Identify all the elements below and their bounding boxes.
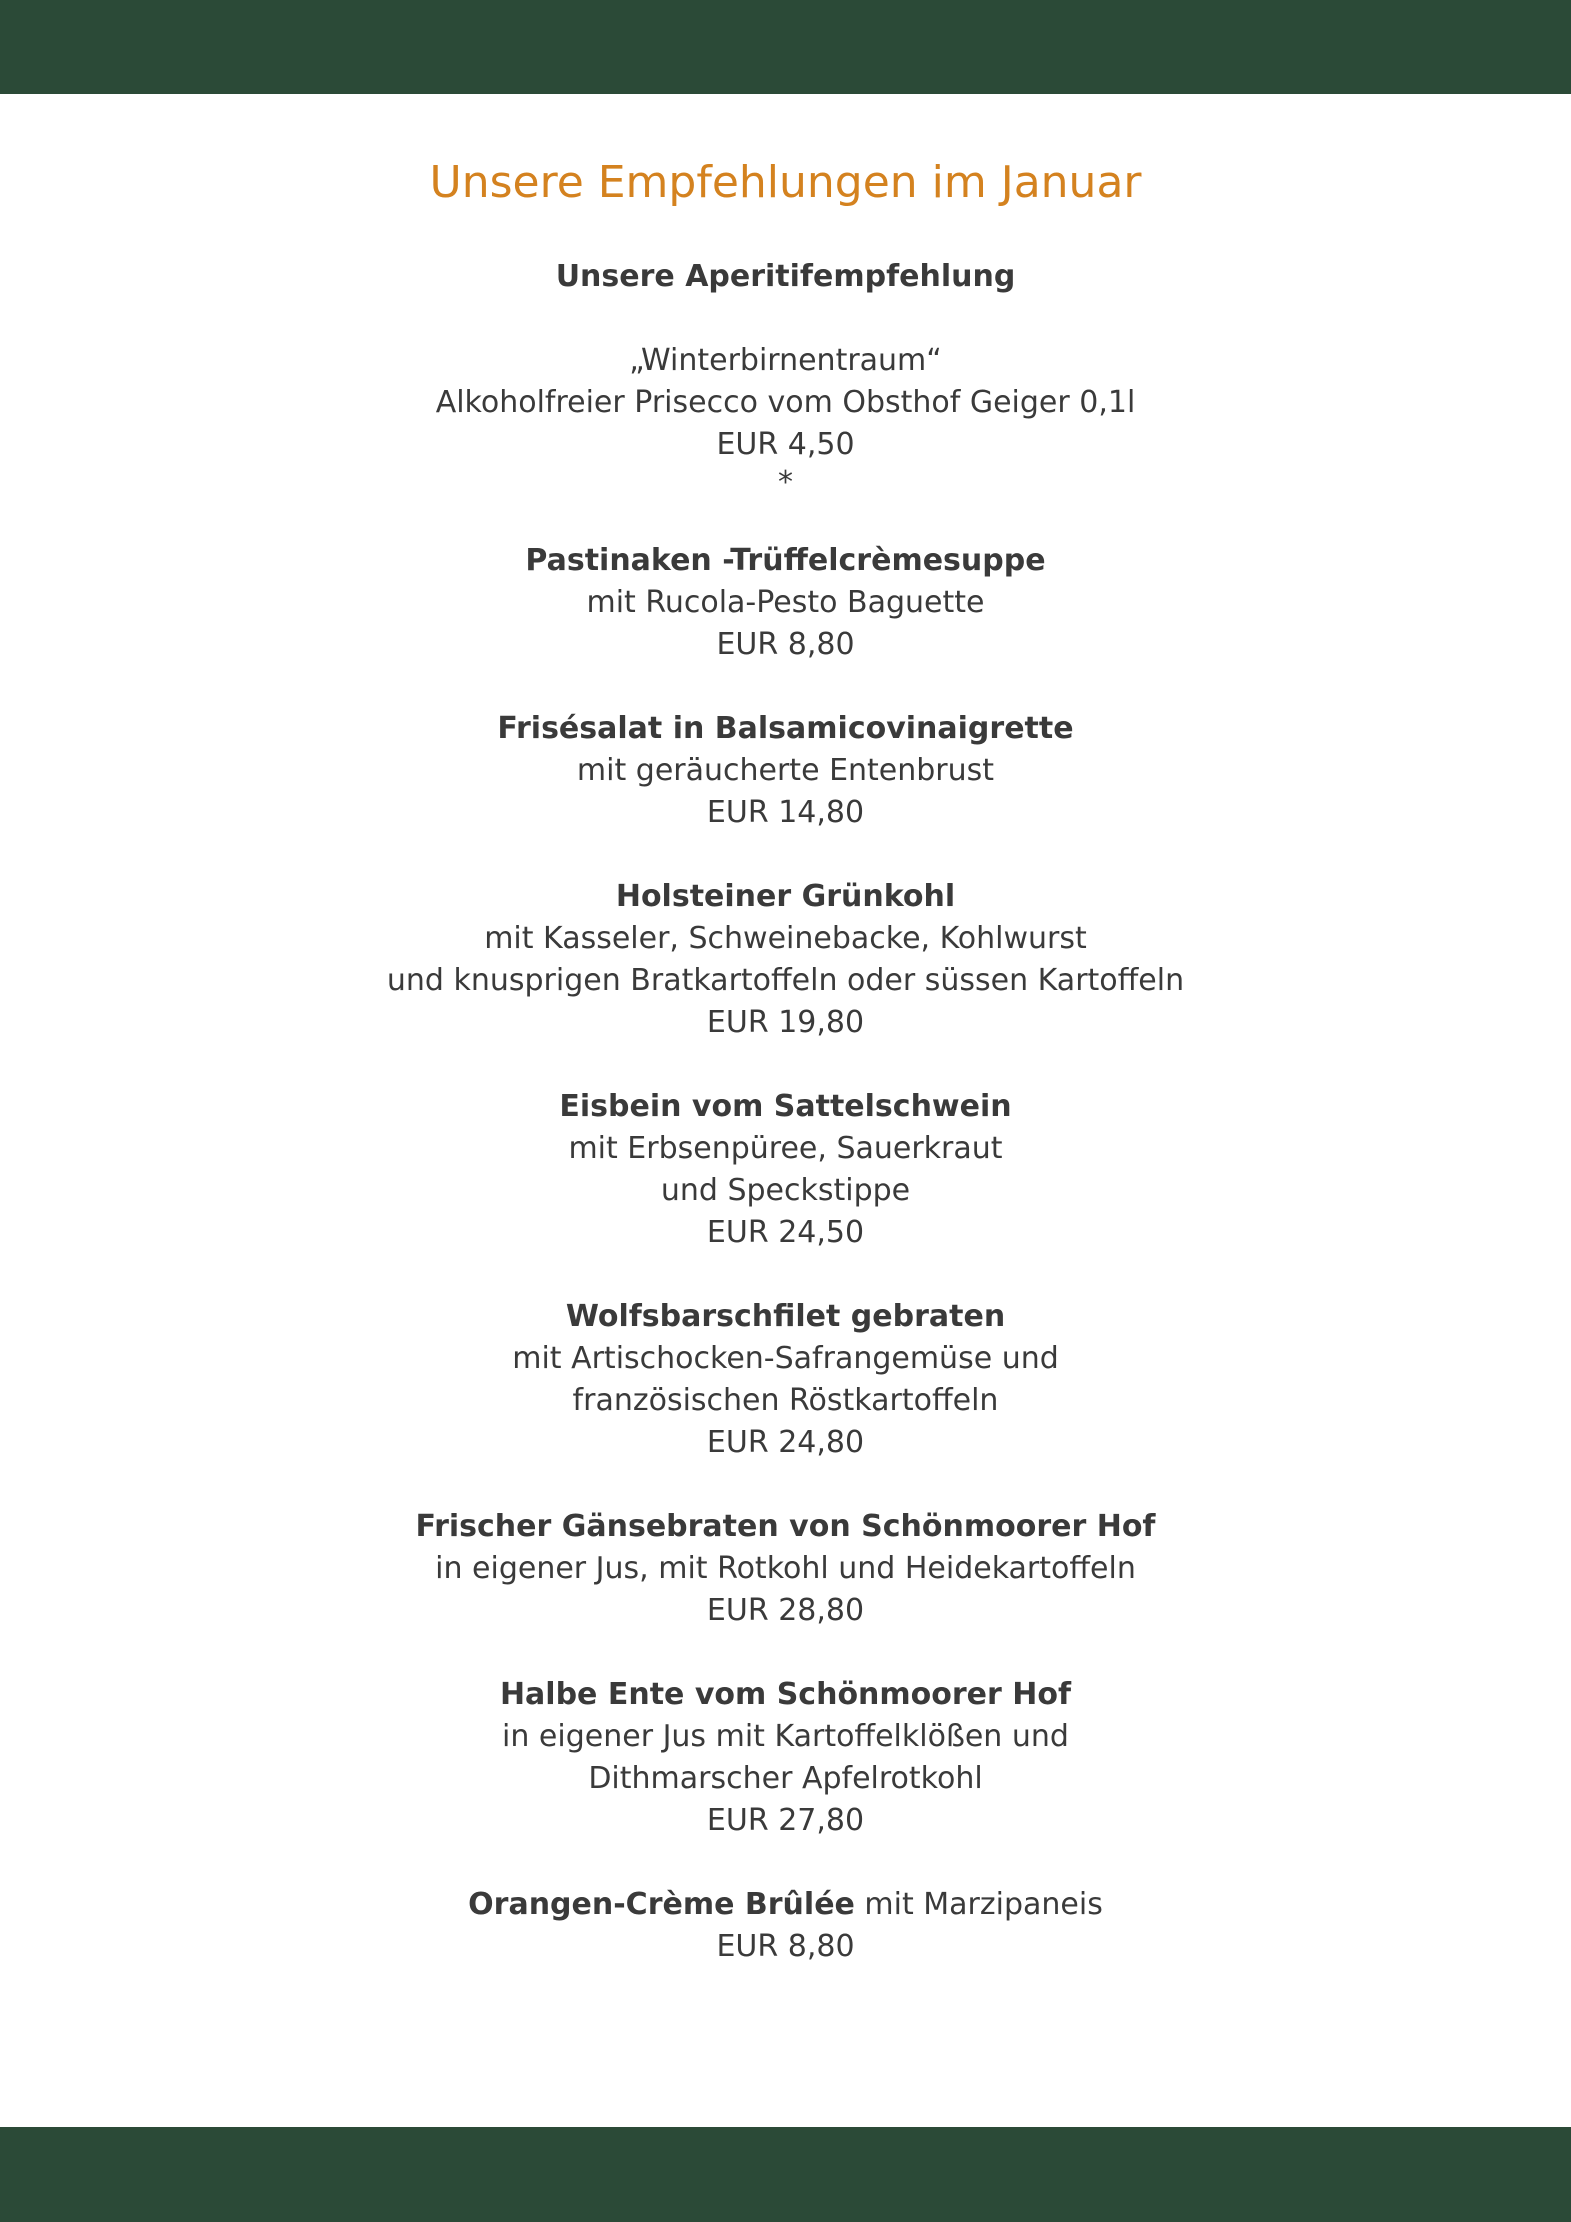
dish-price: EUR 24,80 xyxy=(706,1425,865,1460)
page-title: Unsere Empfehlungen im Januar xyxy=(429,157,1142,208)
dessert-line xyxy=(0,1884,1571,1926)
dish-item xyxy=(0,540,1571,666)
menu-content xyxy=(0,150,1571,1968)
dish-description: mit geräucherte Entenbrust xyxy=(576,753,995,788)
bottom-band xyxy=(0,2127,1571,2222)
dish-description: mit Kasseler, Schweinebacke, Kohlwurst xyxy=(484,921,1087,956)
aperitif-name: „Winterbirnentraum“ xyxy=(629,343,942,378)
dessert-item xyxy=(0,1884,1571,1968)
dish-name: Pastinaken -Trüffelcrèmesuppe xyxy=(525,543,1046,578)
aperitif-price: EUR 4,50 xyxy=(716,427,855,462)
dish-item xyxy=(0,708,1571,834)
dish-description: Dithmarscher Apfelrotkohl xyxy=(588,1761,983,1796)
dish-name: Halbe Ente vom Schönmoorer Hof xyxy=(499,1677,1072,1712)
dish-price: EUR 19,80 xyxy=(706,1005,865,1040)
aperitif-description: Alkoholfreier Prisecco vom Obsthof Geiger 0,1l xyxy=(435,385,1136,420)
dish-item xyxy=(0,1296,1571,1464)
aperitif-section xyxy=(0,256,1571,500)
dish-description: mit Artischocken-Safrangemüse und xyxy=(512,1341,1059,1376)
dish-item xyxy=(0,1674,1571,1842)
dish-name: Frischer Gänsebraten von Schönmoorer Hof xyxy=(415,1509,1156,1544)
dish-price: EUR 28,80 xyxy=(706,1593,865,1628)
top-band xyxy=(0,0,1571,94)
dish-name: Eisbein vom Sattelschwein xyxy=(559,1089,1012,1124)
dish-description: und knusprigen Bratkartoffeln oder süssen Kartoffeln xyxy=(386,963,1185,998)
dish-description: französischen Röstkartoffeln xyxy=(572,1383,999,1418)
dish-price: EUR 24,50 xyxy=(706,1215,865,1250)
dish-name: Wolfsbarschfilet gebraten xyxy=(565,1299,1006,1334)
dish-item xyxy=(0,1086,1571,1254)
dessert-price: EUR 8,80 xyxy=(716,1929,855,1964)
aperitif-heading: Unsere Aperitifempfehlung xyxy=(555,259,1016,294)
dish-price: EUR 27,80 xyxy=(706,1803,865,1838)
dish-name: Frisésalat in Balsamicovinaigrette xyxy=(497,711,1074,746)
dessert-name: Orangen-Crème Brûlée xyxy=(468,1887,855,1922)
dessert-suffix: mit Marzipaneis xyxy=(854,1887,1103,1922)
dish-name: Holsteiner Grünkohl xyxy=(615,879,956,914)
dish-price: EUR 14,80 xyxy=(706,795,865,830)
dish-description: mit Rucola-Pesto Baguette xyxy=(586,585,985,620)
dish-item xyxy=(0,1506,1571,1632)
dish-description: in eigener Jus mit Kartoffelklößen und xyxy=(502,1719,1069,1754)
dish-price: EUR 8,80 xyxy=(716,627,855,662)
dish-description: mit Erbsenpüree, Sauerkraut xyxy=(568,1131,1003,1166)
dish-description: und Speckstippe xyxy=(660,1173,911,1208)
aperitif-separator: * xyxy=(778,465,793,500)
dish-description: in eigener Jus, mit Rotkohl und Heidekartoffeln xyxy=(435,1551,1136,1586)
dish-item xyxy=(0,876,1571,1044)
